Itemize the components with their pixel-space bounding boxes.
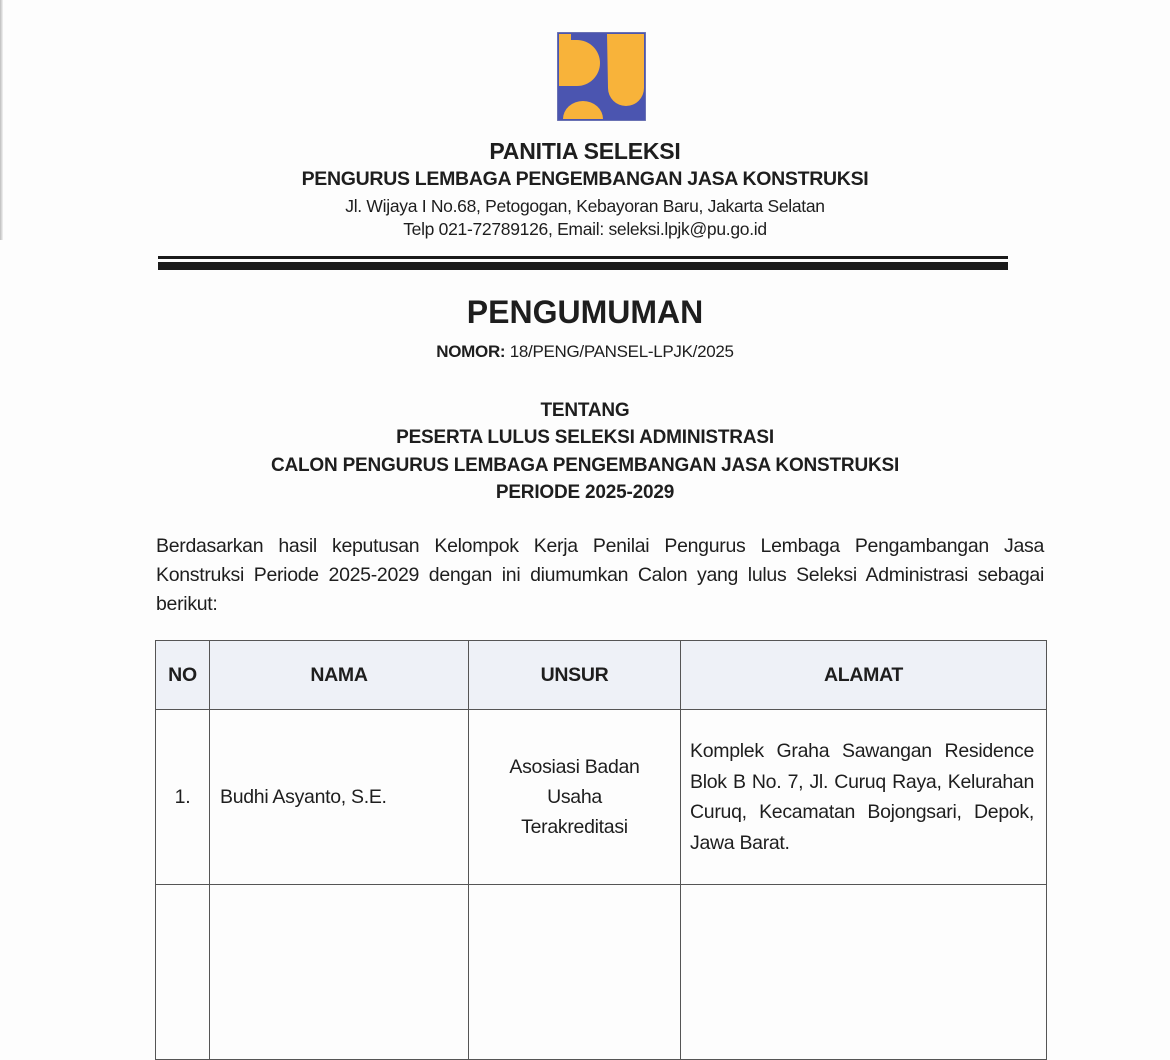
pu-ministry-logo-icon <box>557 32 646 121</box>
subject-line-period: PERIODE 2025-2029 <box>495 482 675 503</box>
column-header-nama: NAMA <box>210 641 469 710</box>
column-header-alamat: ALAMAT <box>681 641 1047 710</box>
results-table <box>155 640 1047 1060</box>
column-header-no: NO <box>156 641 210 710</box>
announcement-number-value: 18/PENG/PANSEL-LPJK/2025 <box>505 342 734 361</box>
cell-no: 1. <box>156 710 210 885</box>
subject-line-about: TENTANG <box>540 400 630 421</box>
letterhead-address: Jl. Wijaya I No.68, Petogogan, Kebayoran Baru, Jakarta Selatan <box>345 196 825 216</box>
column-header-unsur: UNSUR <box>469 641 681 710</box>
letterhead-title: PANITIA SELEKSI <box>489 138 681 164</box>
cell-empty <box>210 885 469 1060</box>
announcement-number <box>0 342 1170 362</box>
table-header-row <box>156 641 1047 710</box>
letterhead-subtitle: PENGURUS LEMBAGA PENGEMBANGAN JASA KONSTRUKSI <box>301 168 869 190</box>
cell-nama: Budhi Asyanto, S.E. <box>210 710 469 885</box>
cell-unsur-line: Asosiasi Badan <box>509 756 640 778</box>
letterhead-divider-thick <box>158 262 1008 270</box>
announcement-number-label: NOMOR: <box>436 342 506 361</box>
cell-unsur-line: Usaha <box>547 786 602 808</box>
intro-paragraph: Berdasarkan hasil keputusan Kelompok Kerja Penilai Pengurus Lembaga Pengambangan Jasa Konstruksi Periode 2025-2029 dengan ini diumumkan Calon yang lulus Seleksi Administrasi sebagai berikut: <box>156 535 1044 615</box>
cell-empty <box>681 885 1047 1060</box>
cell-empty <box>156 885 210 1060</box>
letterhead-divider-thin <box>158 256 1008 259</box>
subject-line-participants: PESERTA LULUS SELEKSI ADMINISTRASI <box>396 427 774 448</box>
letterhead-contact: Telp 021-72789126, Email: seleksi.lpjk@pu.go.id <box>403 219 767 239</box>
cell-empty <box>469 885 681 1060</box>
cell-alamat: Komplek Graha Sawangan Residence Blok B No. 7, Jl. Curuq Raya, Kelurahan Curuq, Kecamatan Bojongsari, Depok, Jawa Barat. <box>681 710 1047 885</box>
announcement-title: PENGUMUMAN <box>466 294 704 330</box>
cell-unsur-line: Terakreditasi <box>521 816 628 838</box>
table-row <box>156 710 1047 885</box>
table-row-partial <box>156 885 1047 1060</box>
subject-line-candidates: CALON PENGURUS LEMBAGA PENGEMBANGAN JASA KONSTRUKSI <box>270 455 900 476</box>
cell-unsur <box>469 710 681 885</box>
